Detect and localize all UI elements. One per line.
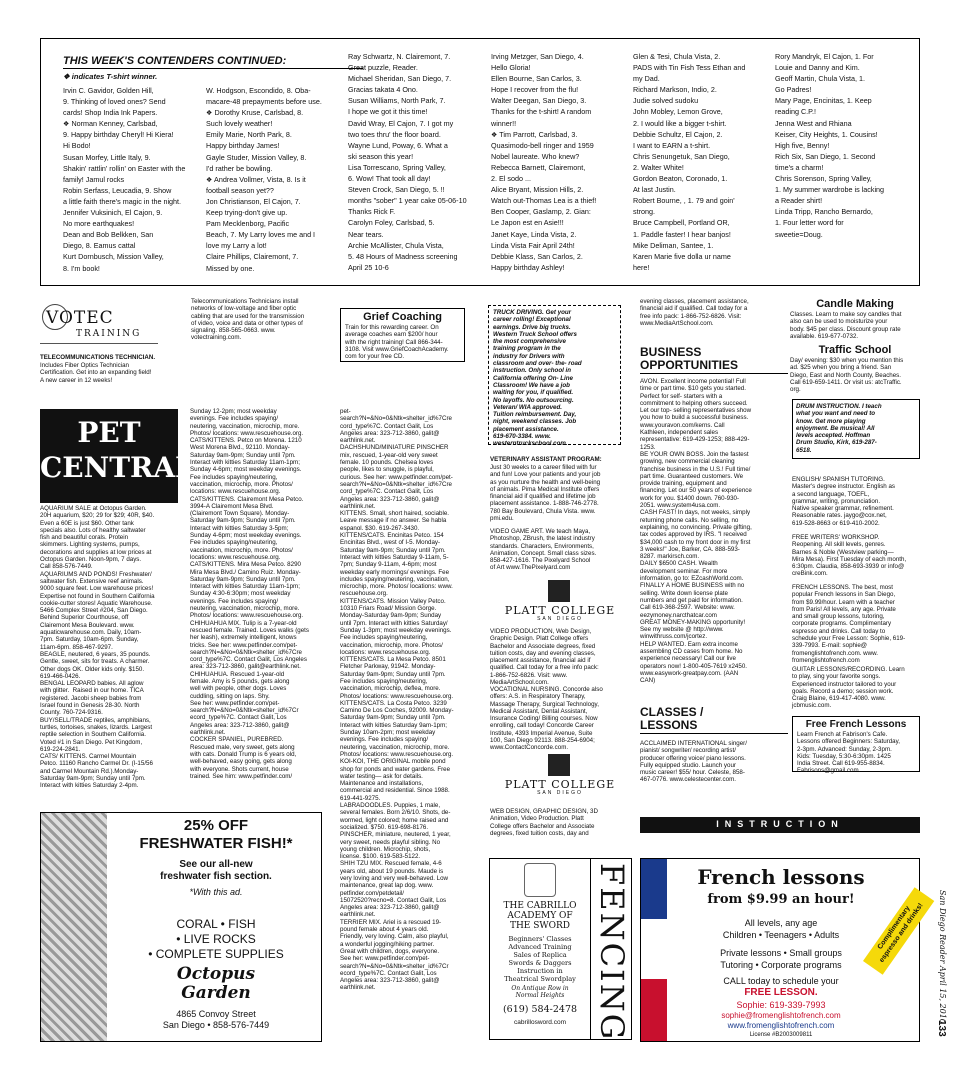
candle-making-ad: [790, 298, 920, 348]
octopus-headline: 25% OFF FRESHWATER FISH!*: [139, 817, 293, 852]
french-lessons-text: FRENCH LESSONS. The best, most popular French lessons in San Diego, from $9.99/hour. Learn with a teacher from Paris! All levels, any age. Private and small group lessons, tutoring, corporate programs. Complimentary espresso and drinks. Call today to schedule your Free Lesson: Sophie, 619- 339-7993. E-mail: sophie@ fromenglishtofrench.com. www. fromenglishtofrench.com: [792, 584, 906, 664]
french-lessons-ad: [640, 858, 925, 1042]
octopus-note: *With this ad.: [189, 887, 243, 897]
drum-instruction-ad: [792, 399, 920, 459]
page-footer: [936, 890, 950, 1040]
contenders-column-1: Irvin C. Gavidor, Golden Hill, 9. Thinking of loved ones? Send cards! Shop India Ink Papers. ❖ Norman Kenney, Carlsbad, 9. Happy birthday Cheryl! Hi Kiera! Hi Bodo! Susan Morfey, Little Italy, 9. Shakin' rattlin' rollin' on Easter with the family! Jamul rocks Robin Serfass, Leucadia, 9. Show a little faith there's magic in the night. Jennifer Vuksinich, El Cajon, 9. No more earthquakes! Dean and Bob Belkken, San Diego, 8. Eamus cattal Kurt Dornbusch, Mission Valley, 8. I'm book!: [63, 86, 186, 273]
cabrillo-body: Beginners' Classes Advanced Training Sales of Replica Swords & Daggers Instruction in Theatrical Swordplay: [504, 935, 576, 983]
platt-logo-1: [490, 580, 630, 622]
votec-body: Includes Fiber Optics Technician Certification. Get into an expanding field! A new career in 12 weeks!: [40, 362, 152, 384]
pet-column-2: Sunday 12-2pm; most weekday evenings. Fee includes spaying/ neutering, vaccination, microchip, more. Photos/ locations: www.rescuehouse.org. CATS/KITTENS. Petco on Morena. 1210 West Morena Blvd., 92110. Monday- Saturday 9am-9pm; Sunday until 7pm. Interact with kitties Saturday 11am-1pm; Sunday 4-6pm; most weekday evenings. Fee includes spaying/neutering, vaccination, microchip, more. Photos/ locations: www.rescuehouse.org. CATS/KITTENS. Clairemont Mesa Petco. 3994-A Clairemont Mesa Blvd. (Clairemont Town Square). Monday- Saturday 9am-9pm; Sunday until 7pm. Interact with kitties Saturday 3-5pm; Sunday 4-6pm; most weekday evenings. Fee includes spaying/neutering, vaccination, microchip, more. Photos/ locations: www.rescuehouse.org. CATS/KITTENS. Mira Mesa Petco. 8290 Mira Mesa Blvd./ Camino Ruiz. Monday- Saturday 9am-9pm; Sunday until 7pm. Interact with kitties Saturday 11am-1pm; Sunday 4:30-6:30pm; most weekday evenings. Fee includes spaying/ neutering, vaccination, microchip, more. Photos/ locations: www.rescuehouse.org. CHIHUAHUA MIX. Tulip is a 7-year-old rescued female. Trained. Loves walks (gets her leash), extremely intelligent, knows tricks. See her: www.petfinder.com/pet- search?N=&No=0&Ntk=shelter_id%7Cre cord_type%7C. Contact Galit, Los Angeles area: 323-712-3860, galit@earthlink.net. CHIHUAHUA. Rescued 1-year-old female. Amy is 5 pounds, gets along well with people, other dogs. Loves cuddling, sitting on laps. Shy. See her: www.petfinder.com/pet- search?N=&No=0&Ntk=shelter_id%7Cr ecord_type%7C. Contact Galit, Los Angeles area: 323-712-3860, galit@ earthlink.net. COCKER SPANIEL, PUREBRED. Rescued male, very sweet, gets along with cats. Donald Trump is 6 years old, well-behaved, easy going, gets along with everyone. Shots current, house trained. See him: www.petfinder.com/: [190, 408, 309, 780]
fish-image: [41, 813, 107, 1041]
pet-column-3: pet- search?N=&No=0&Ntk=shelter_id%7Cre cord_type%7C. Contact Galit, Los Angeles area: 323-712-3860, galit@ earthlink.net. DACHSHUND/MINIATURE PINSCHER mix, rescued, 1-year-old very sweet female. 10 pounds. Chelsea loves people, likes to snuggle, is playful, curious. See her: www.petfinder.com/pet- search?N=&No=0&Ntk=shelter_id%7Cre cord_type%7C. Contact Galit, Los Angeles area: 323-712-3860, galit@ earthlink.net. KITTENS. Small, short haired, sociable. Leave message if no answer. Se habla espanol. $30. 619-267-3430. KITTENS/CATS. Encinitas Petco. 154 Encinitas Blvd., west of I-5. Monday- Saturday 9am-9pm; Sunday until 7pm. Interact with kitties Saturday 9-11am, 5- 7pm; Sunday 9-11am, 4-6pm; most weekday early mornings/ evenings. Fee includes spaying/neutering, vaccination, microchip, more. Photos/ locations: www. rescuehouse.org. KITTENS/CATS. Mission Valley Petco. 10310 Friars Road/ Mission Gorge. Monday-Saturday 9am-9pm; Sunday until 7pm. Interact with kitties Saturday/ Sunday 1-3pm; most weekday evenings. Fee includes spaying/neutering, vaccination, microchip, more. Photos/ locations: www.rescuehouse.org. KITTENS/CATS. La Mesa Petco. 8501 Fletcher Parkway, 91942. Monday- Saturday 9am-9pm; Sunday until 7pm. Fee includes spaying/neutering, vaccination, microchip, deflea, more. Photos/ locations: www.rescuehouse.org. KITTENS/CATS. La Costa Petco. 3239 Camino De Los Coches, 92009. Monday- Saturday 9am-9pm; Sunday until 7pm. Interact with kitties Saturday 9am-1pm; Sunday 10am-2pm; most weekday evenings. Fee includes spaying/ neutering, vaccination, microchip, more. Photos/ locations: www.rescuehouse.org. KOI-KOI, THE ORIGINAL mobile pond shop for ponds and water gardens. Free water testing— ask for details. Maintenance and installations, commercial and residential. Since 1988. 619-441-9275. LABRADOODLES. Puppies, 1 male, several females. Born 2/6/10. Shots, de- wormed, light colored; home raised and socialized. $750. 619-698-8176. PINSCHER, miniature, neutered, 1 year, very sweet, needs playful sibling. No young children. Microchip, shots, license. $100. 619-583-5122. SHIH TZU MIX. Rescued female, 4-6 years old, about 19 pounds. Maude is very loving and very well-behaved. Low maintenance, great lap dog. www. petfinder.com/petdetail/ 15072520?recno=8. Contact Galit, Los Angeles area: 323-712-3860, galit@ earthlink.net. TERRIER MIX. Ariel is a rescued 19- pound female about 4 years old. Friendly, very loving. Calm, also playful, a wonderful jogging/hiking partner. Great with children, dogs, everyone. See her: www.petfinder.com/pet- search?N=&No=0&Ntk=shelter_id%7Cr ecord_type%7C. Contact Galit, Los Angeles area: 323-712-3860, galit@ earthlink.net.: [340, 408, 454, 992]
french-flag-stripe: [641, 859, 667, 1041]
vet-title: VETERINARY ASSISTANT PROGRAM:: [490, 456, 602, 463]
espresso-ribbon: Complimentary espresso and drinks!: [863, 887, 934, 974]
platt-logo-text: PLATT COLLEGE: [504, 778, 616, 791]
votec-logo-sub: TRAINING: [76, 329, 142, 339]
video-production: VIDEO PRODUCTION, Web Design, Graphic Design. Platt College offers Bachelor and Associate degrees, fixed tuition costs, day and evening classes, placement assistance, financial aid if qualified. Call today for a free info pack: 1-866-752-6826. Visit: www. MediaArtSchool.com.: [490, 628, 599, 687]
footer-publication: San Diego Reader April 15, 2010: [938, 890, 947, 1024]
cabrillo-url: cabrillosword.com: [513, 1019, 567, 1026]
platt-icon: [548, 754, 570, 776]
grief-coaching-ad: [340, 308, 465, 362]
free-french-title: Free French Lessons: [805, 719, 907, 730]
contenders-box: [40, 38, 920, 286]
votec-body-2: Telecommunications Technicians install networks of low-voltage and fiber optic cabling that are used for the transmission of video, voice and data or other types of signaling. 858-565-0663. www. votectraining.com.: [191, 298, 305, 342]
business-body: AVON. Excellent income potential! Full time or part time. $10 gets you started. Perfect for self- starters with a commitment to helping others succeed. Let our top- selling representatives show you how to build a successful business. www.youravon.com/kerns. Call Kathleen, independent sales representative: 619-429-1253; 888-429- 1253. BE YOUR OWN BOSS. Join the fastest growing, new commercial cleaning franchise business in the U.S.! Full time/ part time. Guaranteed customers. We provide training, equipment and financing. Let our 50 years of experience work for you. $1400 down. 760-930- 2051. www.system4usa.com. CASH FAST! In days, not weeks, simply returning phone calls. No selling, no explaining, no convincing. Private gifting, tax codes approved by IRS. "I received $34,000 cash to my front door in my first 3 weeks!" Joe, Barker, CA. 888-593- 8287. markirsch.com. DAILY $6500 CASH. Wealth development seminar. For more information, go to: EZcashWorld.com. FINALLY A HOME BUSINESS with no selling. Write down license plate numbers and get paid for information. Call 619-368-2597. Website: www. eezymoney.narcthatcar.com GREAT MONEY-MAKING opportunity! See my website @ http://www. winwithruss.com/jcortez. HELP WANTED. Earn extra income assembling CD cases from home. No experience necessary! Call our live operators now! 1-800-405-7619 x2450. www.easywork-greatpay.com. (AAN CAN): [640, 378, 752, 685]
page-number: 133: [936, 1020, 947, 1037]
octopus-brand: Octopus Garden: [176, 964, 256, 1003]
fencing-vertical-text: FENCING: [593, 863, 631, 1042]
pet-central-title: PET CENTRAL: [40, 416, 195, 484]
guitar-lessons: GUITAR LESSONS/RECORDING. Learn to play, sing your favorite songs. Experienced instructor tailored to your goals. Record a demo; session work. Craig Blaine, 619-417-4080. www. jcbmusic.com.: [792, 666, 905, 710]
octopus-garden-ad: [40, 812, 322, 1042]
traffic-school-ad: [790, 344, 920, 394]
candle-body: Classes. Learn to make soy candles that also can be used to moisturize your body. $45 per class. Discount group rate available. 619-677-0732.: [790, 311, 902, 340]
traffic-body: Day/ evening: $30 when you mention this ad. $25 when you bring a friend. San Diego, East and North County, Beaches. Call 619-659-1411. Or visit us: atcTraffic. org.: [790, 357, 904, 394]
contenders-column-4: Irving Metzger, San Diego, 4. Hello Gloria! Ellen Bourne, San Carlos, 3. Hope I recover from the flu! Walter Deegan, San Diego, 3. Thanks for the t-shirt! A random winner!! ❖ Tim Parrott, Carlsbad, 3. Quasimodo-bell ringer and 1959 Nobel laureate. Who knew? Rebecca Barnett, Clairemont, 2. El sodo ... Alice Bryant, Mission Hills, 2. Watch out-Thomas Lea is a thief! Ben Cooper, Gaslamp, 2. Gian: Le Japon est en Asie!!! Janet Kaye, Linda Vista, 2. Linda Vista Fair April 24th! Debbie Klass, San Carlos, 2. Happy birthday Ashley!: [491, 52, 597, 272]
vet-body: Just 30 weeks to a career filled with fur and fun! Love your patients and your job as you nurture the health and well-being of animals. Pima Medical Institute offers financial aid if qualified and lifetime job placement assistance. 1-888-746-2778. 780 Bay Boulevard, Chula Vista. www. pmi.edu.: [490, 464, 601, 523]
french-license: License #B2003009811: [749, 1032, 813, 1038]
french-levels: All levels, any age Children • Teenagers • Adults: [722, 918, 840, 940]
pet-central-header: [40, 409, 195, 503]
votec-logo-text: VOTEC: [46, 308, 114, 328]
instruction-bar: [640, 817, 920, 833]
platt-logo-text: PLATT COLLEGE: [504, 604, 616, 617]
contenders-column-6: Rory Mandryk, El Cajon, 1. For Louie and Danny and Kim. Geoff Martin, Chula Vista, 1. Go Padres! Mary Page, Encinitas, 1. Keep reading C.P.! Jenna West and Rhiana Keiser, City Heights, 1. Cousins! High five, Benny! Rich Six, San Diego, 1. Second time's a charm! Chris Sorenson, Spring Valley, 1. My summer wardrobe is lacking a Reader shirt! Linda Tripp, Rancho Bernardo, 1. Four letter word for sweetie=Doug.: [775, 52, 885, 239]
french-price: from $9.99 an hour!: [707, 892, 855, 907]
classes-body: ACCLAIMED INTERNATIONAL singer/ pianist/ songwriter/ recording artist/ producer offering voice/ piano lessons. Fully equipped studio. Launch your music career! $55/ hour. Celeste, 858- 467-0776. www.celestecenter.com.: [640, 740, 747, 784]
cabrillo-title: THE CABRILLO ACADEMY OF THE SWORD: [503, 901, 577, 931]
french-title: French lessons: [697, 865, 865, 889]
free-writers-workshop: FREE WRITERS' WORKSHOP. Reopening. All skill levels, genres. Barnes & Noble (Westview parking— Mira Mesa). First Tuesday of each month, 6:30pm. Claudia, 858-693-3939 or info@ creBink.com.: [792, 534, 907, 578]
french-free-lesson: FREE LESSON.: [744, 987, 818, 998]
cabrillo-location: On Antique Row in Normal Heights: [511, 985, 569, 999]
french-call: CALL today to schedule your: [723, 976, 839, 986]
platt-logo-sub: SAN DIEGO: [537, 790, 583, 796]
free-french-lessons-ad: [792, 716, 920, 775]
fencing-vertical-panel: [590, 859, 632, 1042]
octopus-address: 4865 Convoy Street San Diego • 858-576-7449: [162, 1009, 270, 1030]
web-design: WEB DESIGN, GRAPHIC DESIGN, 3D Animation, Video Production. Platt College offers Bachelor and Associate degrees, fixed tuition costs, day and: [490, 808, 598, 837]
truck-body: TRUCK DRIVING. Get your career rolling! Exceptional earnings. Drive big trucks. Western Truck School offers the most comprehensive training program in the industry for Drivers with classroom and over- the- road instruction. Only school in California offering On- Line Classroom! We have a job waiting for you, if qualified. No layoffs. No outsourcing. Veteran/ WIA approved. Tuition reimbursement. Day, night, weekend classes. Job placement assistance. 619-670-3384. www. westerntruckschool.com.: [493, 309, 582, 448]
truck-driving-ad: [488, 305, 621, 448]
contenders-title: THIS WEEK'S CONTENDERS CONTINUED:: [63, 55, 287, 67]
contenders-subtitle: ❖ indicates T-shirt winner.: [63, 72, 158, 81]
traffic-title: Traffic School: [818, 344, 892, 356]
art-school-cont: evening classes, placement assistance, financial aid if qualified. Call today for a free info pack: 1-866-752-6826. Visit: www.MediaArtSchool.com.: [640, 298, 749, 327]
grief-body: Train for this rewarding career. On average coaches earn $200/ hour with the right training! Call 866-344- 3108. Visit www.GriefCoachAcademy. com for your free CD.: [345, 324, 449, 361]
cabrillo-phone: (619) 584-2478: [502, 1004, 578, 1015]
french-url: www.fromenglishtofrench.com: [727, 1021, 835, 1030]
platt-logo-2: [490, 754, 630, 796]
classes-header: [640, 706, 788, 734]
drum-body: DRUM INSTRUCTION. I teach what you want and need to know. Get more playing enjoyment. Be musical! All levels accepted. Hoffman Drum Studio, Kirk, 619-287- 6518.: [796, 403, 882, 454]
business-title: BUSINESS OPPORTUNITIES: [640, 345, 739, 372]
octopus-sub: See our all-new freshwater fish section.: [160, 859, 272, 882]
contenders-column-3: Ray Schwartz, N. Clairemont, 7. Great puzzle, Reader. Michael Sheridan, San Diego, 7. Gracias takata 4 Ono. Susan Williams, North Park, 7. I hope we got it this time! David Wray, El Cajon, 7. I got my two toes thru' the floor board. Wayne Lund, Poway, 6. What a ski season this year! Lisa Torrescano, Spring Valley, 6. Wow! That took all day! Steven Crock, San Diego, 5. !! months "sober" 1 year cake 05-06-10 Thanks Rick F. Carolyn Foley, Carlsbad, 5. Near tears. Archie McAllister, Chula Vista, 5. 48 Hours of Madness screening April 25 10-6: [348, 52, 467, 272]
video-game-art: VIDEO GAME ART. We teach Maya, Photoshop, ZBrush, the latest industry standards. Characters, Environments, Animation, Concept. Small class sizes. 858-427-1616. The Pixelyard School of Art www.ThePixelyard.com: [490, 528, 597, 572]
grief-title: Grief Coaching: [363, 311, 442, 323]
vocational-nursing: VOCATIONAL NURSING. Concorde also offers: A.S. in Respiratory Therapy, Massage Therapy, Surgical Technology, Medical Assistant, Dental Assistant, Insurance Coding/ Billing courses. Now enrolling, call today! Concorde Career Institute, 4393 Imperial Avenue, Suite 100, San Diego 92113. 888-254-6904; www.ContactConcorde.com.: [490, 686, 603, 752]
french-phone: Sophie: 619-339-7993: [736, 1000, 826, 1010]
platt-icon: [548, 580, 570, 602]
candle-title: Candle Making: [816, 298, 894, 310]
sword-icon: [524, 863, 556, 897]
title-rule: [63, 68, 363, 69]
contenders-column-5: Glen & Tesi, Chula Vista, 2. PADS with Tin Fish Tess Ethan and my Dad. Richard Markson, Indio, 2. Judie solved sudoku John Mobley, Lemon Grove, 2. I would like a bigger t-shirt. Debbie Schultz, El Cajon, 2. I want to EARN a t-shirt. Chris Senungetuk, San Diego, 2. Walter White! Gordon Beaton, Coronado, 1. At last Justin. Robert Bourne, , 1. 79 and goin' strong. Bruce Campbell, Portland OR, 1. Paddle faster! I hear banjos! Mike Deliman, Santee, 1. Karen Marie five dolla ur name here!: [633, 52, 746, 272]
french-types: Private lessons • Small groups Tutoring • Corporate programs: [720, 948, 842, 970]
business-header: [640, 346, 788, 374]
cabrillo-fencing-ad: [489, 858, 632, 1040]
octopus-coral: CORAL • FISH • LIVE ROCKS • COMPLETE SUPPLIES: [148, 917, 284, 961]
french-email: sophie@fromenglishtofrench.com: [721, 1011, 841, 1020]
votec-title: TELECOMMUNICATIONS TECHNICIAN.: [40, 354, 156, 361]
instruction-label: INSTRUCTION: [716, 819, 844, 829]
pet-column-1: AQUARIUM SALE at Octopus Garden. 20H aquarium, $20; 29 for $29; 40R, $40. Even a 60E is just $60. Other tank specials also. Lots of healthy saltwater fish and beautiful corals. Protein skimmers. Lighting systems, pumps, decorations and supplies at low prices at Octopus Garden. Noon-9pm, 7 days. Call 858-576-7449. AQUARIUMS AND PONDS! Freshwater/ saltwater fish. Extensive reef animals. 9000 square feet. Low warehouse prices! Expertise not found in Southern California cookie-cutter stores! Aquatic Warehouse. 5466 Complex Street #204, San Diego. Behind Superior Courthouse, off Clairemont Mesa Boulevard. www. aquaticwarehouse.com. Daily, 10am- 7pm. Saturday, 10am-6pm. Sunday, 11am-6pm. 858-467-9297. BEAGLE, neutered, 6 years, 35 pounds. Gentle, sweet, sits for treats. A charmer. Other dogs OK. Older kids only. $150. 619-466-0426. BENGAL LEOPARD babies. All aglow with glitter. Raised in our home. TICA registered. Jacobi sheep babies from Israel found in Genesis 28-30. North County. 760-724-9316. BUY/SELL/TRADE reptiles, amphibians, turtles, tortoises, snakes, lizards. Largest reptile selection in Southern California. Voted #1 in San Diego. Pet Kingdom, 619-224-2841. CATS/ KITTENS. Carmel Mountain Petco. 11160 Rancho Carmel Dr. (I-15/56 and Carmel Mountain Rd.).Monday- Saturday 9am-9pm; Sunday until 7pm. Interact with kitties Saturday 2-4pm.: [40, 505, 155, 790]
classes-title: CLASSES / LESSONS: [640, 705, 704, 732]
votec-ad: [40, 298, 185, 398]
platt-logo-sub: SAN DIEGO: [537, 616, 583, 622]
free-french-body: Learn French at Fabrison's Cafe. Lessons offered Beginners: Saturday, 2-3pm. Advanced: Sunday, 2-3pm. Kids: Tuesday, 5:30-6:30pm. 1425 India Street. Call 619-955-8834. Fabrisons@gmail.com.: [797, 731, 900, 775]
votec-logo: [40, 302, 158, 344]
contenders-column-2: W. Hodgson, Escondido, 8. Oba- macare-48 prepayments before use. ❖ Dorothy Kruse, Carlsbad, 8. Such lovely weather! Emily Marie, North Park, 8. Happy birthday James! Gayle Studer, Mission Valley, 8. I'd rather be bowling. ❖ Andrea Vollmer, Vista, 8. Is it football season yet?? Jon Christianson, El Cajon, 7. Keep trying-don't give up. Pam Mecklenborg, Pacific Beach, 7. My Larry loves me and I love my Larry a lot! Claire Phillips, Clairemont, 7. Missed by one.: [206, 86, 322, 273]
english-spanish-tutoring: ENGLISH/ SPANISH TUTORING. Master's degree instructor. English as a second language, TOEFL, grammar, writing, pronunciation. Native speaker grammar, refinement. Reasonable rates. jaygo@cox.net, 619-528-8663 or 619-410-2002.: [792, 476, 895, 527]
